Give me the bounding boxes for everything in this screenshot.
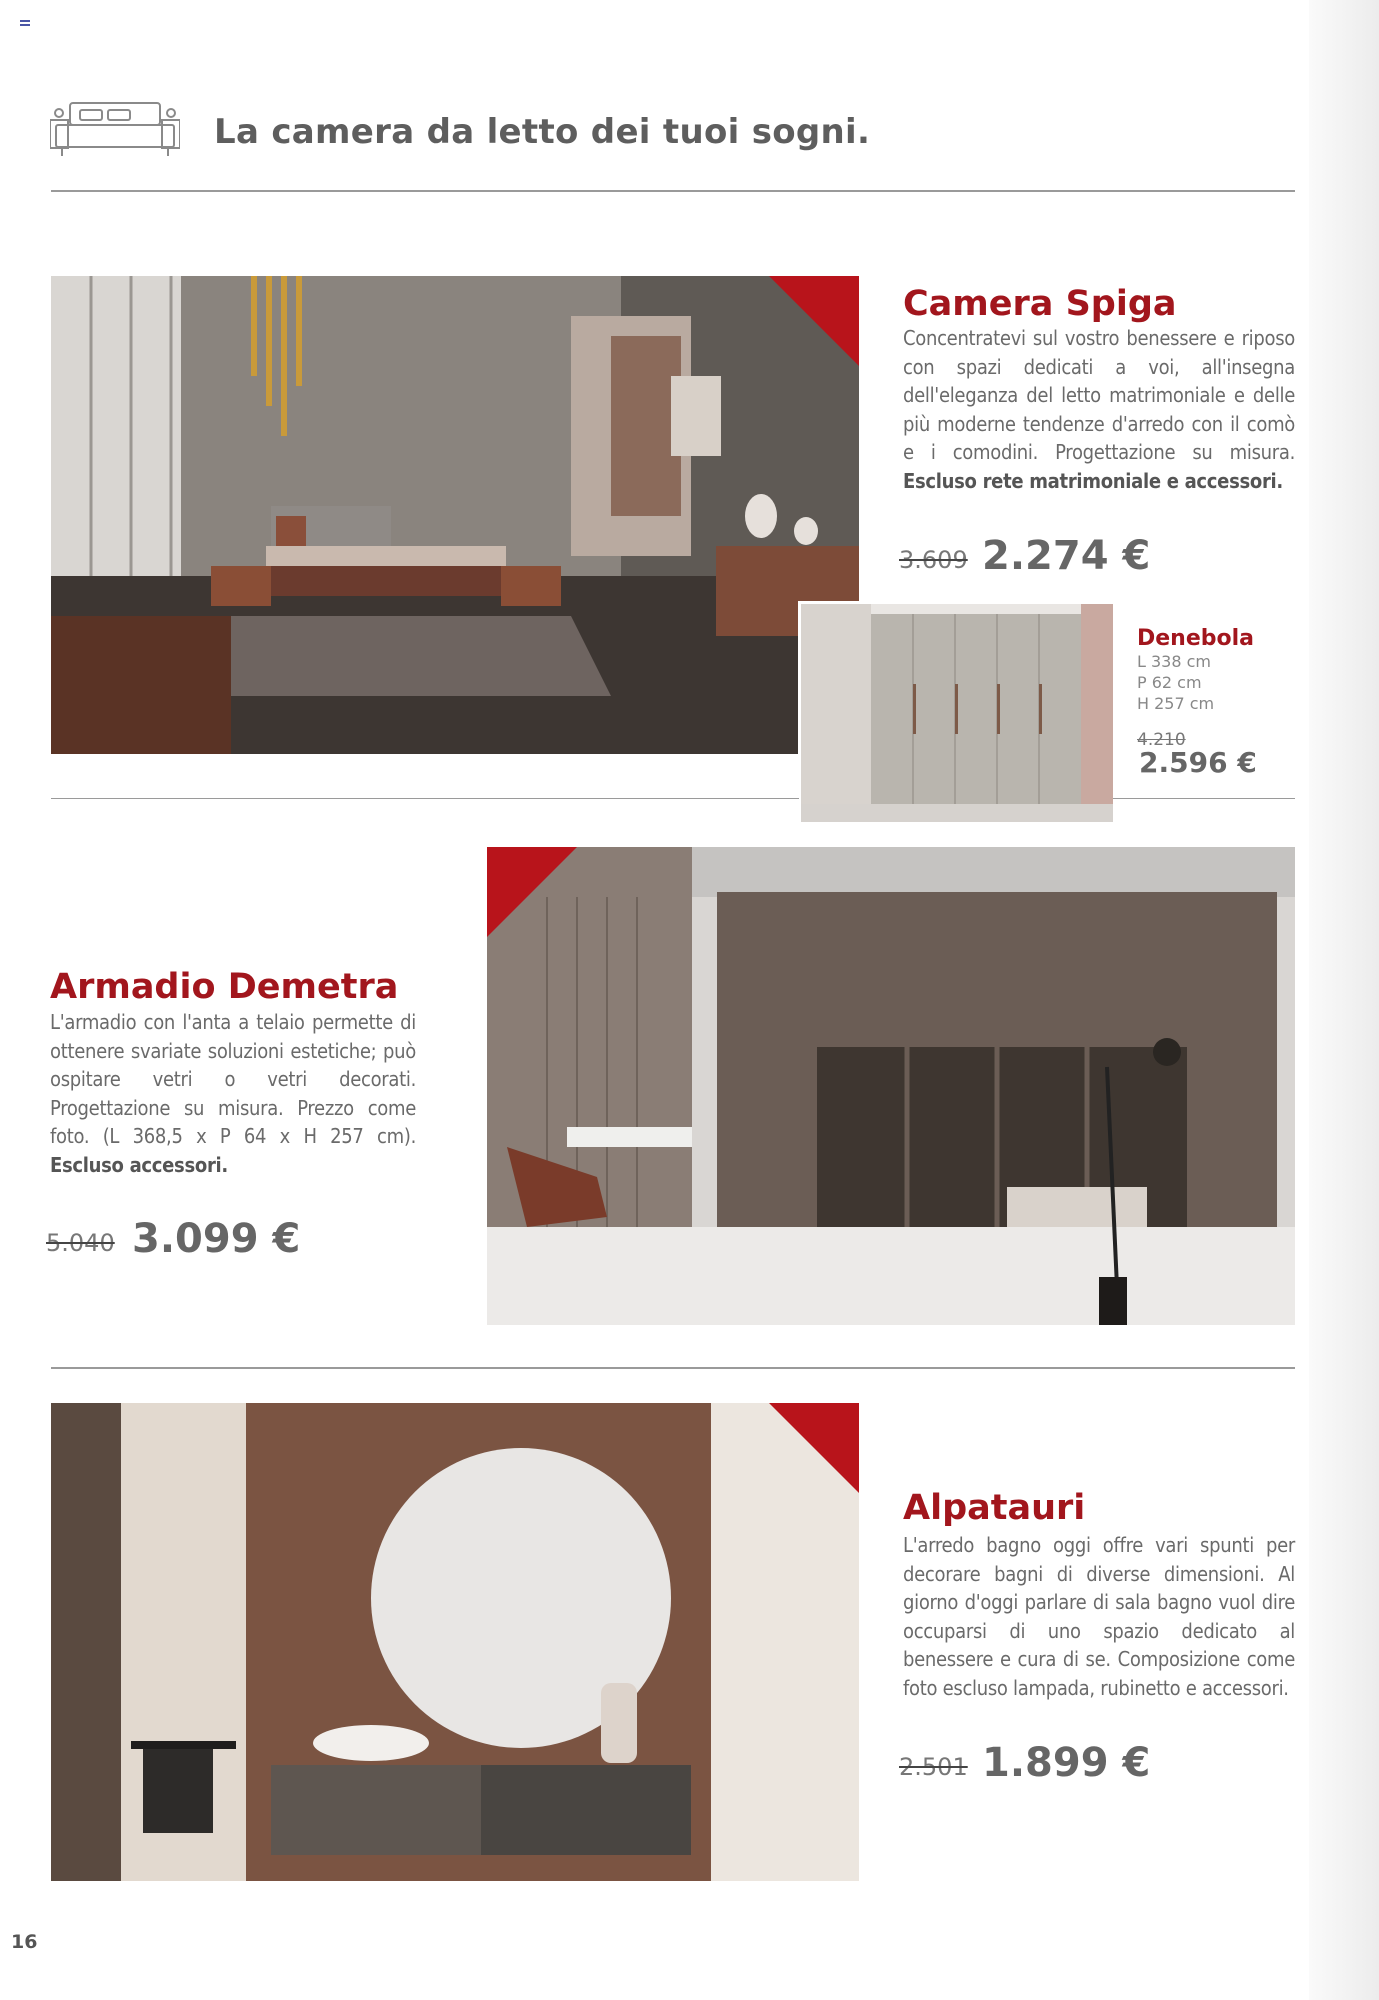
alpatauri-price: 1.899 € (982, 1740, 1151, 1786)
armadio-demetra-photo (487, 847, 1295, 1325)
red-corner-accent (487, 847, 577, 937)
armadio-demetra-old-price: 5.040 (46, 1229, 115, 1257)
armadio-demetra-price: 3.099 € (132, 1216, 301, 1262)
red-corner-accent (769, 1403, 859, 1493)
denebola-title: Denebola (1137, 626, 1255, 651)
armadio-demetra-description: L'armadio con l'anta a telaio permette di ottenere svariate soluzioni estetiche; può ospitare vetri o vetri decorati. Progettazione su misura. Prezzo come foto. (L 368,5 x P 64 x H 257 cm). Escluso accessori. (50, 1010, 416, 1177)
header-divider (51, 190, 1295, 192)
section-divider-1b (1113, 798, 1295, 799)
armadio-demetra-title: Armadio Demetra (50, 967, 399, 1007)
alpatauri-title: Alpatauri (903, 1488, 1086, 1528)
menu-icon[interactable] (20, 20, 30, 28)
alpatauri-old-price: 2.501 (899, 1753, 968, 1781)
denebola-price: 2.596 € (1139, 746, 1257, 779)
page-number: 16 (11, 1931, 38, 1953)
denebola-dim-p: P 62 cm (1137, 673, 1202, 692)
section-divider-2 (51, 1367, 1295, 1369)
camera-spiga-old-price: 3.609 (899, 546, 968, 574)
alpatauri-photo (51, 1403, 859, 1881)
camera-spiga-photo (51, 276, 859, 754)
section-divider-1 (51, 798, 799, 799)
bed-icon (50, 98, 180, 160)
camera-spiga-description: Concentratevi sul vostro benessere e riposo con spazi dedicati a voi, all'insegna dell'eleganza del letto matrimoniale e delle più moderne tendenze d'arredo con il comò e i comodini. Progettazione su misura. Escluso rete matrimoniale e accessori. (903, 326, 1295, 493)
red-corner-accent (769, 276, 859, 366)
alpatauri-description: L'arredo bagno oggi offre vari spunti per decorare bagni di diverse dimensioni. Al giorno d'oggi parlare di sala bagno vuol dire occuparsi di uno spazio dedicato al benessere e cura di se. Composizione come foto escluso lampada, rubinetto e accessori. (903, 1533, 1295, 1700)
denebola-photo (801, 604, 1113, 822)
page-edge-shadow (1309, 0, 1379, 2000)
denebola-dim-h: H 257 cm (1137, 694, 1215, 713)
denebola-old-price: 4.210 (1137, 730, 1186, 750)
camera-spiga-title: Camera Spiga (903, 284, 1177, 324)
denebola-dim-l: L 338 cm (1137, 652, 1212, 671)
camera-spiga-price: 2.274 € (982, 533, 1151, 579)
page-title: La camera da letto dei tuoi sogni. (214, 112, 871, 152)
